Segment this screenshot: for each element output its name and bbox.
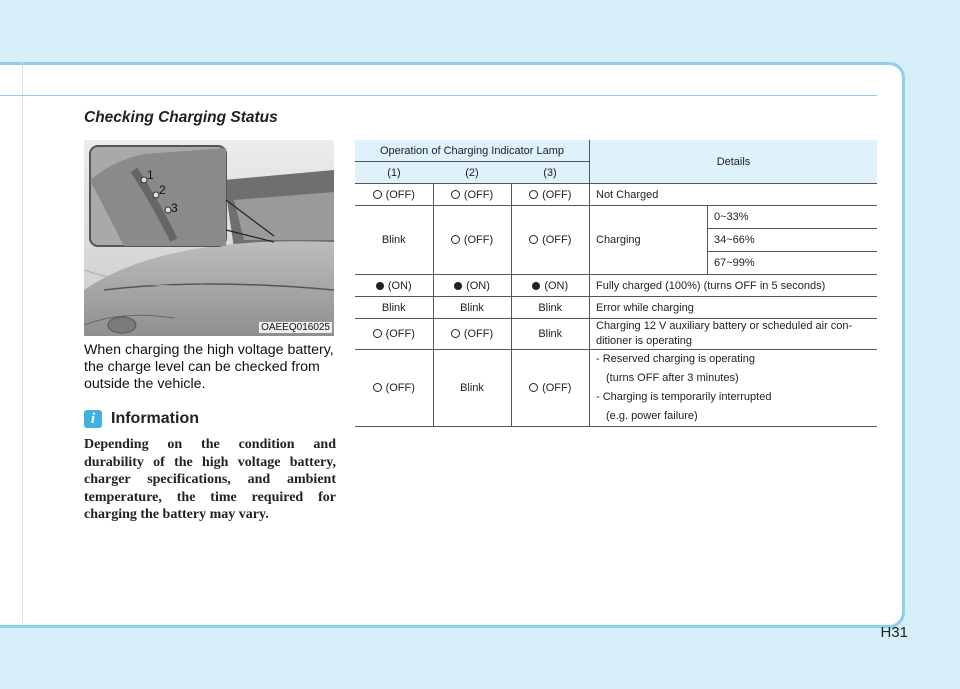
information-text: Depending on the condition and durability of the high voltage battery, charger specifications, and ambient temperature, the time required for charging the battery may vary. (84, 437, 336, 522)
row-detail: 0~33% (708, 206, 877, 229)
margin-line (22, 62, 23, 622)
header-details: Details (590, 140, 878, 184)
lamp-off-icon (373, 190, 382, 199)
lamp-off-icon (451, 329, 460, 338)
callout-3: 3 (171, 201, 178, 215)
lamp-off-icon (529, 383, 538, 392)
lamp-off-icon (451, 190, 460, 199)
lamp-on-icon (532, 282, 540, 290)
row-detail: 34~66% (708, 229, 877, 252)
charging-group-label: Charging (596, 234, 641, 246)
info-icon: i (84, 410, 102, 428)
lamp-off-icon (373, 329, 382, 338)
row-detail: Not Charged (590, 184, 878, 206)
row-detail: Fully charged (100%) (turns OFF in 5 seconds) (590, 275, 878, 297)
callout-2: 2 (159, 183, 166, 197)
table-row: (ON) (ON) (ON) Fully charged (100%) (turns OFF in 5 seconds) (355, 275, 877, 297)
vehicle-figure (84, 140, 334, 336)
header-lamp-3: (3) (511, 162, 590, 184)
lamp-off-icon (529, 235, 538, 244)
lamp-off-icon (373, 383, 382, 392)
table-row: Blink (OFF) (OFF) Charging 0~33% 34~66% 67~99% (355, 206, 877, 275)
body-text: When charging the high voltage battery, the charge level can be checked from outside the vehicle. (84, 342, 334, 392)
charging-status-table (355, 140, 877, 427)
header-lamp-2: (2) (433, 162, 511, 184)
information-title: Information (111, 410, 199, 427)
table-row: Blink Blink Blink Error while charging (355, 297, 877, 319)
figure-code: OAEEQ016025 (261, 322, 330, 333)
lamp-on-icon (376, 282, 384, 290)
table-row: (OFF) (OFF) (OFF) Not Charged (355, 184, 877, 206)
section-title: Checking Charging Status (84, 109, 278, 126)
row-detail: - Reserved charging is operating (turns OFF after 3 minutes) - Charging is temporarily interrupted (e.g. power failure) (590, 350, 878, 427)
lamp-off-icon (529, 190, 538, 199)
page-number: H31 (880, 624, 908, 641)
row-detail: Charging 12 V auxiliary battery or scheduled air con- ditioner is operating (590, 319, 878, 350)
header-rule (0, 95, 877, 96)
table-row: (OFF) Blink (OFF) - Reserved charging is operating (turns OFF after 3 minutes) - Charging is temporarily interrupted (e.g. power failure) (355, 350, 877, 427)
row-detail: 67~99% (714, 257, 755, 269)
table-row: (OFF) (OFF) Blink Charging 12 V auxiliary battery or scheduled air con- ditioner is operating (355, 319, 877, 350)
vehicle-illustration (84, 140, 334, 336)
lamp-off-icon (451, 235, 460, 244)
information-heading (84, 410, 199, 428)
lamp-on-icon (454, 282, 462, 290)
row-detail: Error while charging (590, 297, 878, 319)
header-lamp-operation: Operation of Charging Indicator Lamp (355, 140, 590, 162)
callout-1: 1 (147, 168, 154, 182)
header-lamp-1: (1) (355, 162, 433, 184)
